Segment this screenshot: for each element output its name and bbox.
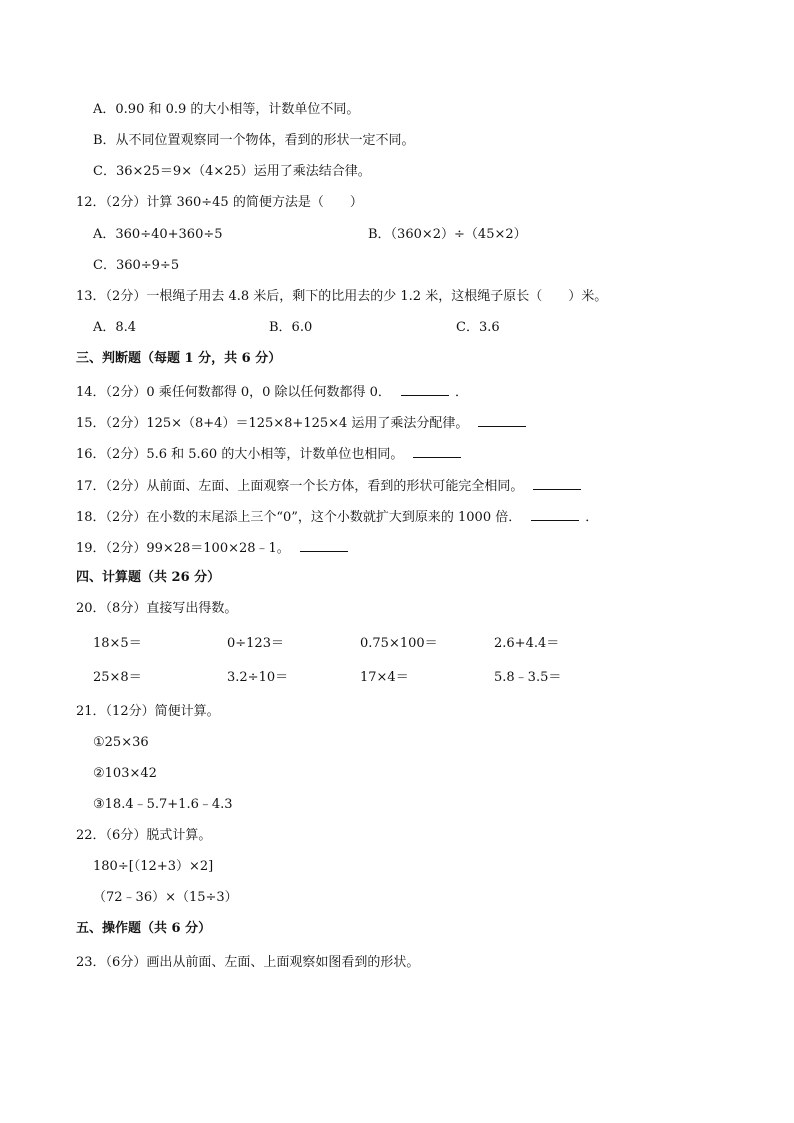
section-3-heading: 三、判断题（每题 1 分，共 6 分） (76, 351, 282, 366)
q18-answer-blank[interactable] (531, 508, 579, 521)
q14-line (76, 383, 468, 401)
q14-tail: ． (454, 385, 468, 400)
q12-option-a: A．360÷40+360÷5 (93, 227, 223, 242)
q13-option-b: B．6.0 (269, 320, 313, 335)
q17-text: 17．（2分）从前面、左面、上面观察一个长方体，看到的形状可能完全相同。 (76, 479, 524, 494)
q20-item: 0÷123＝ (227, 636, 284, 651)
q16-line (76, 445, 461, 463)
q22-item: （72﹣36）×（15÷3） (93, 890, 238, 905)
q18-tail: ． (585, 510, 599, 525)
q19-line (76, 539, 348, 557)
q22-item: 180÷[（12+3）×2] (93, 859, 214, 874)
q23-stem: 23．（6分）画出从前面、左面、上面观察如图看到的形状。 (76, 955, 420, 970)
q20-stem: 20．（8分）直接写出得数。 (76, 601, 238, 616)
section-4-heading: 四、计算题（共 26 分） (76, 570, 221, 585)
q18-line (76, 508, 598, 526)
q21-item: ③18.4﹣5.7+1.6﹣4.3 (93, 797, 233, 812)
q16-text: 16．（2分）5.6 和 5.60 的大小相等，计数单位也相同。 (76, 447, 404, 462)
q18-text: 18．（2分）在小数的末尾添上三个“0”，这个小数就扩大到原来的 1000 倍． (76, 510, 522, 525)
q11-option-b: B．从不同位置观察同一个物体，看到的形状一定不同。 (93, 133, 415, 148)
q11-option-c: C．36×25＝9×（4×25）运用了乘法结合律。 (93, 164, 371, 179)
q12-option-b: B．（360×2）÷（45×2） (368, 227, 527, 242)
q12-stem: 12．（2分）计算 360÷45 的简便方法是（ ） (76, 195, 363, 210)
q14-answer-blank[interactable] (401, 383, 449, 396)
q20-item: 18×5＝ (93, 636, 142, 651)
q13-option-c: C．3.6 (456, 320, 500, 335)
section-5-heading: 五、操作题（共 6 分） (76, 921, 212, 936)
q13-stem: 13．（2分）一根绳子用去 4.8 米后，剩下的比用去的少 1.2 米，这根绳子原长（ ）米。 (76, 289, 608, 304)
q13-option-a: A．8.4 (93, 320, 137, 335)
q20-item: 0.75×100＝ (360, 636, 438, 651)
q16-answer-blank[interactable] (413, 445, 461, 458)
q20-item: 25×8＝ (93, 670, 142, 685)
q20-item: 2.6+4.4＝ (494, 636, 560, 651)
q15-answer-blank[interactable] (478, 414, 526, 427)
q19-answer-blank[interactable] (300, 539, 348, 552)
q11-option-a: A．0.90 和 0.9 的大小相等，计数单位不同。 (93, 102, 360, 117)
q20-item: 17×4＝ (360, 670, 409, 685)
q12-option-c: C．360÷9÷5 (93, 258, 180, 273)
q15-line (76, 414, 526, 432)
q21-item: ①25×36 (93, 735, 149, 750)
q17-line (76, 477, 581, 495)
q15-text: 15．（2分）125×（8+4）＝125×8+125×4 运用了乘法分配律。 (76, 416, 469, 431)
q17-answer-blank[interactable] (533, 477, 581, 490)
q21-item: ②103×42 (93, 766, 157, 781)
q14-text: 14．（2分）0 乘任何数都得 0，0 除以任何数都得 0． (76, 385, 391, 400)
q20-item: 5.8﹣3.5＝ (494, 670, 562, 685)
q19-text: 19．（2分）99×28＝100×28﹣1。 (76, 541, 290, 556)
q21-stem: 21．（12分）简便计算。 (76, 704, 220, 719)
q22-stem: 22．（6分）脱式计算。 (76, 828, 212, 843)
q20-item: 3.2÷10＝ (227, 670, 289, 685)
